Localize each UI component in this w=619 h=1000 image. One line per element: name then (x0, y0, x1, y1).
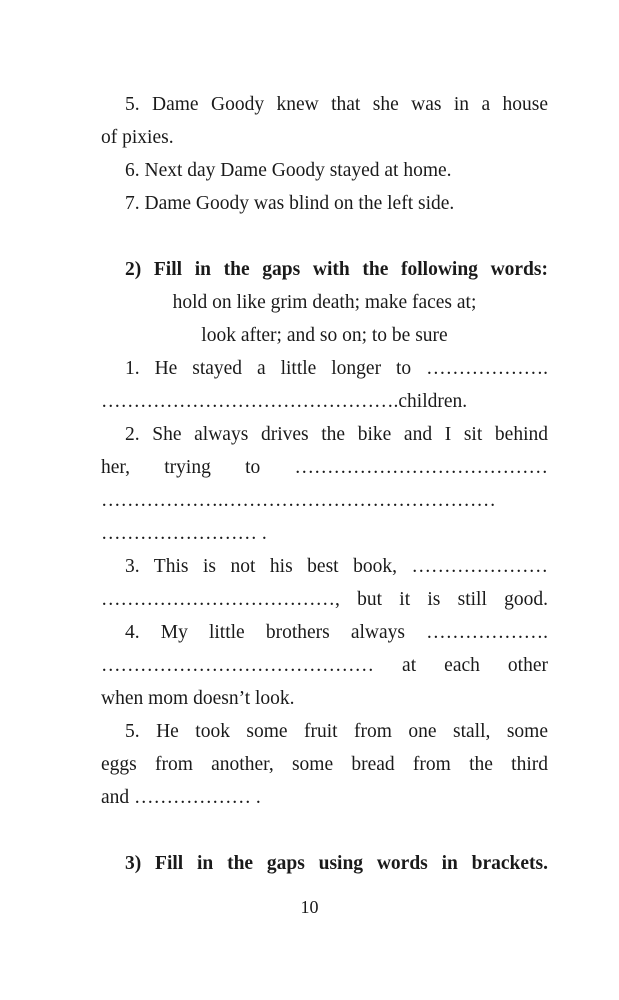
gap-question-2 (101, 418, 548, 550)
text-line: 5. Dame Goody knew that she was in a house (125, 94, 548, 115)
page-body (101, 88, 548, 880)
exercise-item-5 (101, 88, 548, 154)
word-list (101, 286, 548, 352)
gap-question-3 (101, 550, 548, 616)
text-line: ……………….…………………………………… (101, 490, 496, 511)
text-line: 4. My little brothers always ………………. (125, 622, 548, 643)
text-line: her, trying to ………………………………… (101, 457, 548, 478)
text-line: ……………………………………….children. (101, 391, 468, 412)
gap-question-4 (101, 616, 548, 715)
text-line: and ……………… . (101, 787, 261, 808)
text-line: eggs from another, some bread from the third (101, 754, 548, 775)
text-line: 5. He took some fruit from one stall, some (125, 721, 548, 742)
gap-question-1 (101, 352, 548, 418)
text-line: ………………………………, but it is still good. (101, 589, 548, 610)
exercise-item-7: 7. Dame Goody was blind on the left side. (125, 193, 455, 214)
text-line: …………………… . (101, 523, 267, 544)
text-line: 1. He stayed a little longer to ………………. (125, 358, 548, 379)
spacer (101, 814, 548, 847)
exercise-item-6: 6. Next day Dame Goody stayed at home. (125, 160, 452, 181)
word-list-line: hold on like grim death; make faces at; (172, 292, 477, 313)
text-line: when mom doesn’t look. (101, 688, 295, 709)
text-line: 3. This is not his best book, ………………… (125, 556, 548, 577)
text-line: of pixies. (101, 127, 174, 148)
section-3-heading: 3) Fill in the gaps using words in brackets. (125, 853, 548, 874)
page-number: 10 (300, 897, 319, 917)
text-line: 2. She always drives the bike and I sit behind (125, 424, 548, 445)
spacer (101, 220, 548, 253)
section-2-heading: 2) Fill in the gaps with the following words: (125, 259, 548, 280)
word-list-line: look after; and so on; to be sure (201, 325, 448, 346)
gap-question-5 (101, 715, 548, 814)
text-line: …………………………………… at each other (101, 655, 548, 676)
